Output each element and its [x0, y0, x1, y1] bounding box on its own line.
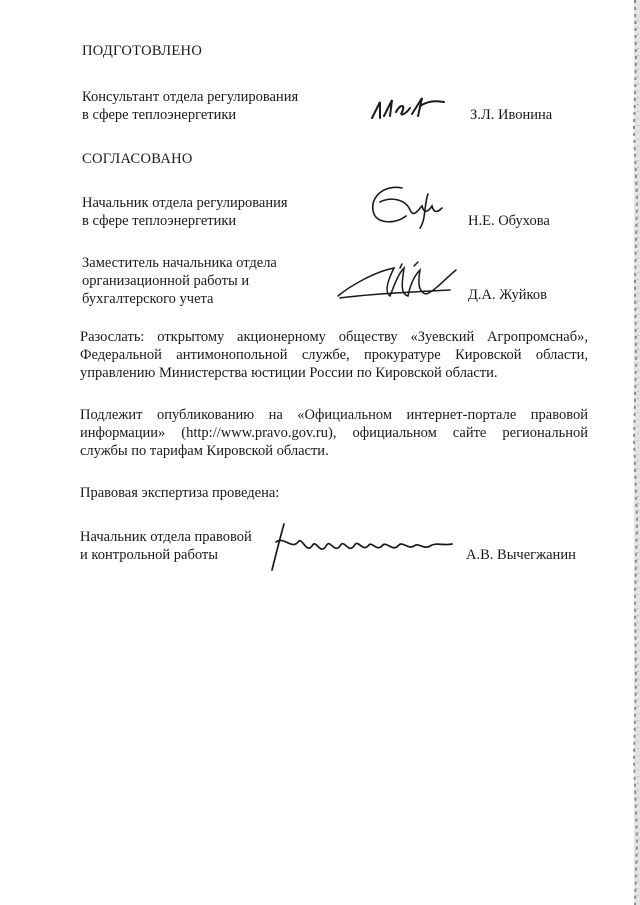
prepared-name: З.Л. Ивонина	[470, 107, 553, 123]
signature-ivonina	[368, 92, 448, 126]
legal-review-position-line2: и контрольной работы	[80, 547, 218, 563]
prepared-position-line1: Консультант отдела регулирования	[82, 89, 299, 105]
agreed-signer1-position-line2: в сфере теплоэнергетики	[82, 213, 237, 229]
agreed-signer2-position-line2: организационной работы и	[82, 273, 250, 289]
signature-zhuikov	[330, 256, 470, 306]
agreed-signer1-position	[82, 194, 332, 230]
legal-review-heading: Правовая экспертиза проведена:	[80, 485, 280, 501]
signature-obukhova	[362, 180, 458, 230]
legal-review-position-line1: Начальник отдела правовой	[80, 529, 252, 545]
prepared-position-line2: в сфере теплоэнергетики	[82, 107, 237, 123]
agreed-heading: СОГЛАСОВАНО	[82, 151, 193, 167]
prepared-heading: ПОДГОТОВЛЕНО	[82, 43, 203, 59]
prepared-position	[82, 88, 332, 124]
signature-vychegzhanin	[262, 520, 462, 572]
agreed-signer2-position-line3: бухгалтерского учета	[82, 291, 214, 307]
agreed-signer2-position	[82, 254, 332, 308]
agreed-signer2-position-line1: Заместитель начальника отдела	[82, 255, 277, 271]
agreed-signer1-name: Н.Е. Обухова	[468, 213, 550, 229]
agreed-signer1-position-line1: Начальник отдела регулирования	[82, 195, 288, 211]
distribution-paragraph: Разослать: открытому акционерному обществу «Зуевский Агропромснаб», Федеральной антимонопольной службе, прокуратуре Кировской области, управлению Министерства юстиции России по Кировской области.	[80, 329, 588, 381]
agreed-signer2-name: Д.А. Жуйков	[468, 287, 547, 303]
scan-edge-artifact	[626, 0, 640, 905]
legal-review-name: А.В. Вычегжанин	[466, 547, 576, 563]
publication-paragraph: Подлежит опубликованию на «Официальном интернет-портале правовой информации» (http://www.pravo.gov.ru), официальном сайте региональной службы по тарифам Кировской области.	[80, 407, 588, 459]
